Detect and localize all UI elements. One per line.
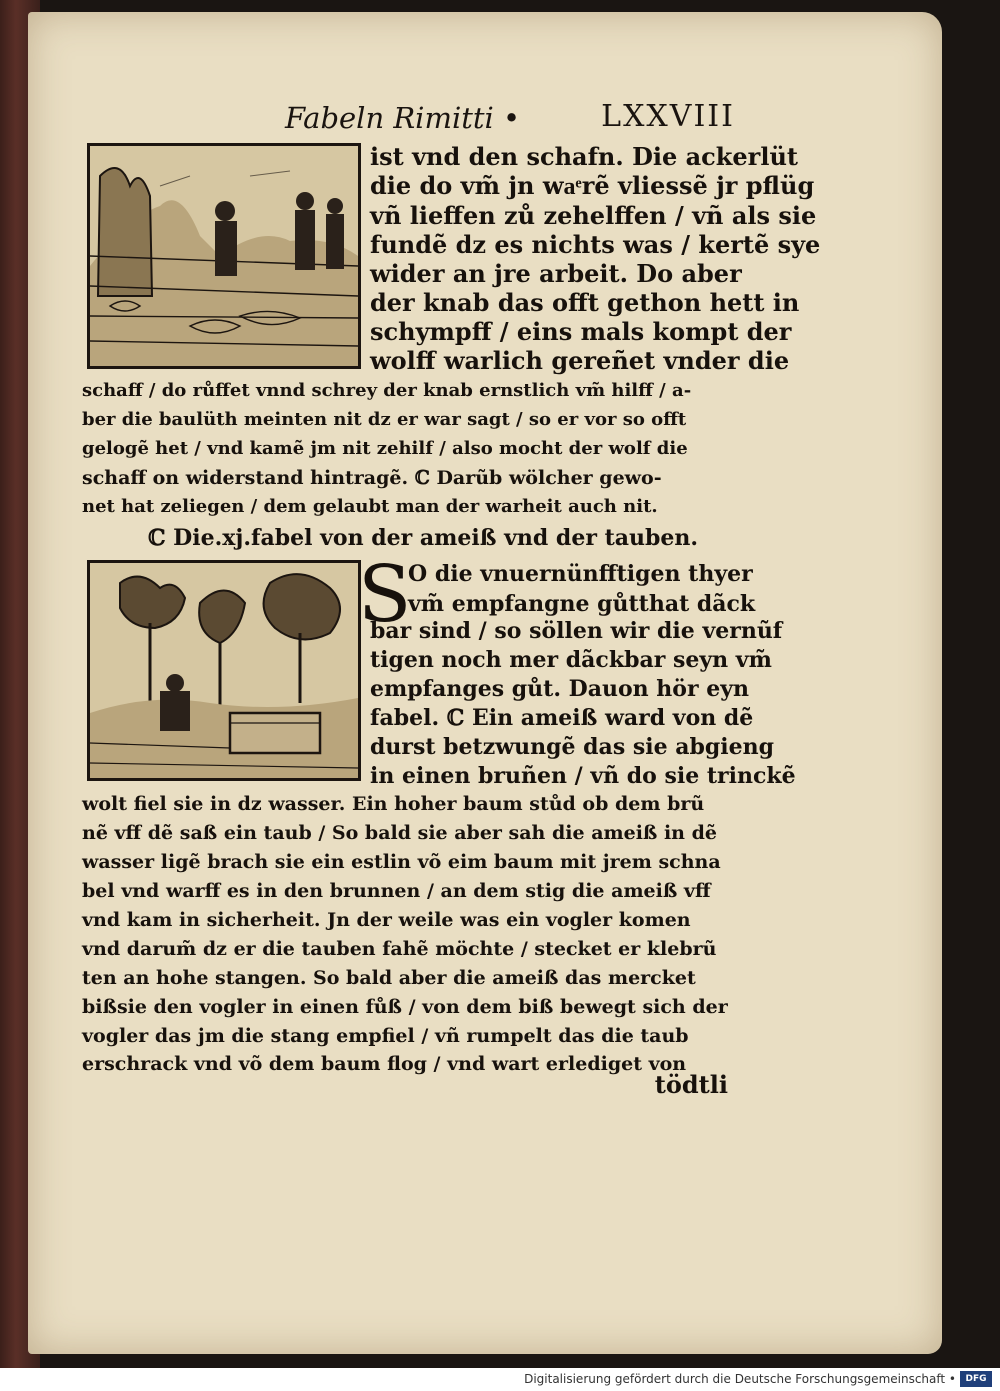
text-line: wolt fiel sie in dz wasser. Ein hoher baum stůd ob dem brũ: [82, 793, 705, 815]
text-line: vm̃ empfangne gůtthat dãck: [408, 591, 756, 617]
text-line: vnd darum̃ dz er die tauben fahẽ möchte / stecket er klebrũ: [82, 938, 717, 960]
text-line: wider an jre arbeit. Do aber: [370, 259, 742, 288]
text-line: ten an hohe stangen. So bald aber die ameiß das mercket: [82, 967, 696, 989]
woodcut-ant-dove-drawing: [90, 563, 358, 778]
chapter-heading: ℂ Die.xj.fabel von der ameiß vnd der tauben.: [148, 525, 699, 551]
text-line: O die vnuernünfftigen thyer: [408, 561, 753, 587]
funding-credit: Digitalisierung gefördert durch die Deutsche Forschungsgemeinschaft •: [524, 1372, 956, 1386]
text-line: gelogẽ het / vnd kamẽ jm nit zehilf / also mocht der wolf die: [82, 438, 688, 459]
text-line: fabel. ℂ Ein ameiß ward von dẽ: [370, 705, 754, 731]
text-line: vñ lieffen zů zehelffen / vñ als sie: [370, 201, 817, 230]
text-line: erschrack vnd võ dem baum flog / vnd wart erlediget von: [82, 1053, 687, 1075]
text-line: net hat zeliegen / dem gelaubt man der warheit auch nit.: [82, 496, 658, 517]
text-line: ber die baulüth meinten nit dz er war sagt / so er vor so offt: [82, 409, 687, 430]
text-line: der knab das offt gethon hett in: [370, 288, 800, 317]
text-line: schaff / do růffet vnnd schrey der knab ernstlich vm̃ hilff / a-: [82, 380, 692, 401]
page-header: [255, 95, 735, 145]
running-title: Fabeln Rimitti •: [285, 101, 521, 135]
text-line: bißsie den vogler in einen fůß / von dem biß bewegt sich der: [82, 996, 728, 1018]
text-line: vogler das jm die stang empfiel / vñ rumpelt das die taub: [82, 1025, 689, 1047]
text-line: die do vm̃ jn waͤrẽ vliessẽ jr pflüg: [370, 171, 815, 200]
text-line: bar sind / so söllen wir die vernũf: [370, 618, 783, 644]
folio-number: LXXVIII: [601, 99, 735, 134]
text-line: wasser ligẽ brach sie ein estlin võ eim baum mit jrem schna: [82, 851, 721, 873]
dfg-logo: DFG: [960, 1371, 992, 1387]
woodcut-shepherds-drawing: [90, 146, 358, 366]
text-line: bel vnd warff es in den brunnen / an dem stig die ameiß vff: [82, 880, 711, 902]
text-line: fundẽ dz es nichts was / kertẽ sye: [370, 230, 821, 259]
catchword: tödtli: [654, 1070, 728, 1099]
text-line: vnd kam in sicherheit. Jn der weile was ein vogler komen: [82, 909, 691, 931]
text-line: wolff warlich gereñet vnder die: [370, 346, 790, 375]
text-line: ist vnd den schafn. Die ackerlüt: [370, 142, 798, 171]
text-line: tigen noch mer dãckbar seyn vm̃: [370, 647, 772, 673]
text-line: empfanges gůt. Dauon hör eyn: [370, 676, 750, 702]
text-line: schaff on widerstand hintragẽ. ℂ Darũb wölcher gewo-: [82, 467, 662, 489]
text-line: schympff / eins mals kompt der: [370, 317, 792, 346]
text-line: nẽ vff dẽ saß ein taub / So bald sie aber sah die ameiß in dẽ: [82, 822, 717, 844]
woodcut-illustration-shepherds: [87, 143, 361, 369]
footer-bar: [0, 1368, 1000, 1391]
woodcut-illustration-ant-and-dove: [87, 560, 361, 781]
text-line: in einen bruñen / vñ do sie trinckẽ: [370, 763, 796, 789]
drop-cap-initial: S: [358, 550, 412, 640]
text-line: durst betzwungẽ das sie abgieng: [370, 734, 775, 760]
